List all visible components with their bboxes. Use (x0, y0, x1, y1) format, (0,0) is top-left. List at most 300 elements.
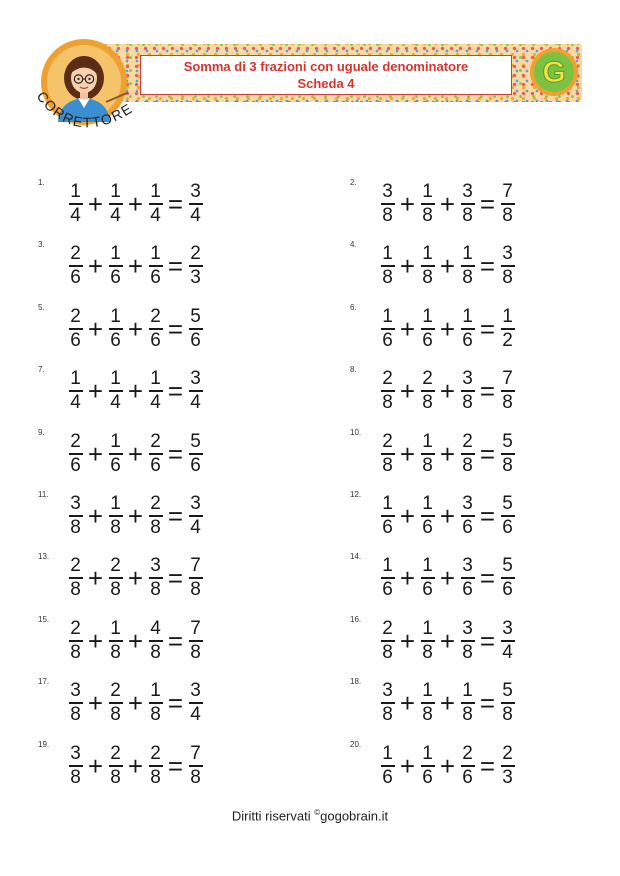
numerator: 3 (462, 181, 473, 202)
addend-fraction (378, 307, 397, 351)
denominator: 8 (422, 205, 433, 226)
numerator: 1 (422, 742, 433, 764)
addend-fraction (106, 494, 125, 538)
fraction-expression (378, 617, 517, 665)
numerator: 2 (462, 742, 473, 764)
addend-fraction (418, 244, 437, 288)
numerator: 3 (70, 493, 81, 514)
denominator: 8 (462, 392, 473, 414)
addend-fraction (458, 432, 477, 476)
addend-fraction (378, 369, 397, 413)
numerator: 1 (382, 555, 393, 577)
denominator: 8 (382, 704, 393, 726)
plus-sign: + (127, 501, 144, 531)
exercise-number: 17. (38, 677, 50, 687)
addend-fraction (458, 556, 477, 600)
title-line-1: Somma di 3 frazioni con uguale denominatore (183, 59, 469, 74)
logo-letter: G (542, 56, 566, 89)
plus-sign: + (127, 376, 144, 407)
numerator: 5 (502, 430, 513, 452)
numerator: 2 (422, 368, 433, 390)
numerator: 2 (382, 617, 393, 639)
addend-fraction (106, 619, 125, 663)
addend-fraction (378, 244, 397, 288)
denominator: 6 (422, 766, 433, 788)
plus-sign: + (439, 438, 456, 469)
denominator: 4 (110, 205, 121, 226)
denominator: 8 (462, 267, 473, 289)
addend-fraction (66, 182, 85, 226)
addend-fraction (418, 744, 437, 788)
plus-sign: + (399, 750, 416, 781)
numerator: 1 (150, 368, 161, 390)
denominator: 8 (150, 641, 161, 663)
result-fraction (186, 182, 205, 226)
result-fraction (186, 494, 205, 538)
addend-fraction (146, 681, 165, 725)
denominator: 8 (462, 704, 473, 726)
denominator: 6 (110, 267, 121, 289)
addend-fraction (66, 494, 85, 538)
plus-sign: + (439, 313, 456, 344)
denominator: 8 (502, 454, 513, 476)
footer-copyright (0, 808, 620, 823)
plus-sign: + (439, 376, 456, 407)
numerator: 1 (422, 493, 433, 514)
denominator: 8 (110, 517, 121, 538)
denominator: 8 (422, 454, 433, 476)
fraction-expression (66, 492, 205, 540)
addend-fraction (418, 307, 437, 351)
addend-fraction (66, 556, 85, 600)
plus-sign: + (127, 438, 144, 469)
addend-fraction (146, 307, 165, 351)
fraction-expression (378, 492, 517, 540)
addend-fraction (146, 244, 165, 288)
denominator: 8 (382, 205, 393, 226)
denominator: 2 (502, 329, 513, 351)
plus-sign: + (399, 625, 416, 656)
denominator: 4 (190, 392, 201, 414)
fraction-expression (378, 242, 517, 290)
result-fraction (498, 744, 517, 788)
denominator: 8 (502, 205, 513, 226)
plus-sign: + (87, 625, 104, 656)
addend-fraction (458, 307, 477, 351)
result-fraction (498, 369, 517, 413)
exercise-number: 19. (38, 739, 50, 749)
fraction-expression (66, 617, 205, 665)
fraction-expression (378, 742, 517, 790)
worksheet-title (140, 55, 512, 95)
fraction-expression (66, 305, 205, 353)
addend-fraction (66, 619, 85, 663)
letter-g-logo-icon (529, 47, 579, 97)
denominator: 6 (422, 517, 433, 538)
exercise-number: 3. (38, 240, 45, 250)
denominator: 8 (70, 579, 81, 601)
denominator: 8 (110, 579, 121, 601)
addend-fraction (458, 244, 477, 288)
addend-fraction (458, 182, 477, 226)
numerator: 1 (422, 617, 433, 639)
plus-sign: + (439, 688, 456, 719)
denominator: 4 (70, 205, 81, 226)
numerator: 2 (150, 430, 161, 452)
addend-fraction (106, 681, 125, 725)
equals-sign: = (167, 189, 184, 219)
result-fraction (186, 619, 205, 663)
numerator: 1 (110, 181, 121, 202)
denominator: 4 (150, 205, 161, 226)
numerator: 1 (70, 181, 81, 202)
addend-fraction (378, 494, 397, 538)
denominator: 8 (382, 641, 393, 663)
fraction-expression (66, 367, 205, 415)
denominator: 6 (110, 329, 121, 351)
equals-sign: = (479, 376, 496, 407)
denominator: 6 (190, 454, 201, 476)
denominator: 6 (502, 517, 513, 538)
denominator: 8 (422, 267, 433, 289)
numerator: 3 (462, 493, 473, 514)
addend-fraction (418, 619, 437, 663)
denominator: 8 (502, 267, 513, 289)
exercise-number: 8. (350, 365, 357, 375)
addend-fraction (146, 369, 165, 413)
result-fraction (498, 307, 517, 351)
numerator: 2 (462, 430, 473, 452)
exercise-number: 15. (38, 614, 50, 624)
equals-sign: = (167, 251, 184, 282)
numerator: 2 (110, 555, 121, 577)
numerator: 2 (190, 243, 201, 265)
footer-text: Diritti riservati (231, 808, 315, 824)
numerator: 1 (110, 617, 121, 639)
equals-sign: = (167, 625, 184, 656)
addend-fraction (106, 307, 125, 351)
numerator: 3 (462, 555, 473, 577)
addend-fraction (66, 681, 85, 725)
denominator: 4 (70, 392, 81, 414)
exercise-number: 10. (350, 427, 362, 437)
denominator: 8 (110, 704, 121, 726)
footer-site: gogobrain.it (320, 808, 389, 824)
numerator: 3 (502, 617, 513, 639)
plus-sign: + (127, 189, 144, 219)
numerator: 1 (502, 305, 513, 327)
addend-fraction (106, 744, 125, 788)
denominator: 8 (190, 766, 201, 788)
addend-fraction (458, 744, 477, 788)
fraction-expression (66, 554, 205, 602)
addend-fraction (106, 182, 125, 226)
plus-sign: + (127, 251, 144, 282)
denominator: 8 (110, 641, 121, 663)
exercise-number: 4. (350, 240, 357, 250)
plus-sign: + (87, 750, 104, 781)
numerator: 1 (70, 368, 81, 390)
numerator: 2 (70, 305, 81, 327)
exercise-number: 16. (350, 614, 362, 624)
denominator: 6 (190, 329, 201, 351)
denominator: 8 (462, 641, 473, 663)
addend-fraction (458, 494, 477, 538)
result-fraction (498, 681, 517, 725)
svg-text:CORRETTORE (34, 88, 136, 130)
plus-sign: + (399, 438, 416, 469)
numerator: 7 (190, 742, 201, 764)
fraction-expression (66, 180, 205, 228)
numerator: 1 (422, 430, 433, 452)
numerator: 1 (150, 680, 161, 702)
equals-sign: = (167, 501, 184, 531)
equals-sign: = (479, 189, 496, 219)
denominator: 8 (150, 517, 161, 538)
numerator: 3 (462, 617, 473, 639)
numerator: 7 (190, 617, 201, 639)
denominator: 4 (190, 205, 201, 226)
equals-sign: = (479, 625, 496, 656)
result-fraction (498, 432, 517, 476)
numerator: 2 (502, 742, 513, 764)
equals-sign: = (167, 313, 184, 344)
plus-sign: + (399, 313, 416, 344)
equals-sign: = (479, 563, 496, 594)
fraction-expression (66, 430, 205, 478)
denominator: 6 (462, 766, 473, 788)
plus-sign: + (127, 625, 144, 656)
denominator: 8 (150, 704, 161, 726)
plus-sign: + (87, 376, 104, 407)
denominator: 4 (150, 392, 161, 414)
numerator: 7 (502, 181, 513, 202)
numerator: 3 (190, 493, 201, 514)
numerator: 2 (150, 742, 161, 764)
numerator: 1 (422, 181, 433, 202)
denominator: 6 (70, 329, 81, 351)
addend-fraction (418, 182, 437, 226)
result-fraction (498, 494, 517, 538)
result-fraction (498, 244, 517, 288)
exercise-number: 5. (38, 302, 45, 312)
denominator: 6 (382, 766, 393, 788)
exercise-number: 18. (350, 677, 362, 687)
result-fraction (498, 556, 517, 600)
numerator: 3 (382, 680, 393, 702)
plus-sign: + (399, 251, 416, 282)
equals-sign: = (167, 376, 184, 407)
result-fraction (186, 244, 205, 288)
numerator: 1 (110, 368, 121, 390)
numerator: 1 (422, 680, 433, 702)
denominator: 4 (190, 704, 201, 726)
plus-sign: + (399, 376, 416, 407)
denominator: 6 (462, 329, 473, 351)
fraction-expression (378, 367, 517, 415)
plus-sign: + (399, 189, 416, 219)
denominator: 8 (502, 704, 513, 726)
addend-fraction (378, 432, 397, 476)
numerator: 4 (150, 617, 161, 639)
numerator: 3 (502, 243, 513, 265)
addend-fraction (418, 556, 437, 600)
plus-sign: + (439, 501, 456, 531)
equals-sign: = (167, 750, 184, 781)
numerator: 1 (382, 243, 393, 265)
plus-sign: + (87, 438, 104, 469)
denominator: 6 (110, 454, 121, 476)
stamp-label: CORRETTORE (33, 88, 136, 131)
plus-sign: + (439, 189, 456, 219)
equals-sign: = (479, 750, 496, 781)
denominator: 8 (422, 392, 433, 414)
denominator: 6 (422, 329, 433, 351)
fraction-expression (378, 305, 517, 353)
equals-sign: = (479, 688, 496, 719)
addend-fraction (418, 369, 437, 413)
exercise-number: 7. (38, 365, 45, 375)
numerator: 1 (150, 181, 161, 202)
denominator: 8 (382, 392, 393, 414)
denominator: 6 (382, 517, 393, 538)
addend-fraction (146, 494, 165, 538)
numerator: 2 (382, 368, 393, 390)
denominator: 6 (150, 329, 161, 351)
exercise-number: 6. (350, 302, 357, 312)
result-fraction (186, 307, 205, 351)
addend-fraction (146, 182, 165, 226)
denominator: 6 (70, 267, 81, 289)
denominator: 6 (382, 579, 393, 601)
result-fraction (498, 619, 517, 663)
numerator: 3 (382, 181, 393, 202)
addend-fraction (146, 556, 165, 600)
denominator: 6 (462, 517, 473, 538)
exercise-number: 14. (350, 552, 362, 562)
denominator: 8 (462, 205, 473, 226)
numerator: 3 (70, 680, 81, 702)
addend-fraction (418, 432, 437, 476)
numerator: 1 (150, 243, 161, 265)
numerator: 5 (502, 493, 513, 514)
denominator: 6 (150, 267, 161, 289)
denominator: 8 (502, 392, 513, 414)
result-fraction (186, 681, 205, 725)
fraction-expression (66, 242, 205, 290)
numerator: 2 (110, 680, 121, 702)
numerator: 1 (110, 243, 121, 265)
addend-fraction (106, 432, 125, 476)
equals-sign: = (167, 688, 184, 719)
plus-sign: + (399, 563, 416, 594)
denominator: 8 (422, 641, 433, 663)
addend-fraction (66, 307, 85, 351)
title-line-2: Scheda 4 (297, 76, 355, 91)
plus-sign: + (87, 501, 104, 531)
addend-fraction (458, 619, 477, 663)
numerator: 5 (502, 680, 513, 702)
addend-fraction (146, 619, 165, 663)
numerator: 1 (382, 742, 393, 764)
numerator: 1 (110, 493, 121, 514)
denominator: 8 (150, 766, 161, 788)
equals-sign: = (479, 313, 496, 344)
plus-sign: + (439, 251, 456, 282)
denominator: 6 (422, 579, 433, 601)
equals-sign: = (167, 563, 184, 594)
numerator: 5 (190, 430, 201, 452)
plus-sign: + (87, 563, 104, 594)
result-fraction (186, 432, 205, 476)
denominator: 6 (382, 329, 393, 351)
correttore-stamp-icon (26, 60, 146, 144)
numerator: 3 (190, 680, 201, 702)
denominator: 6 (150, 454, 161, 476)
numerator: 1 (422, 305, 433, 327)
numerator: 2 (70, 430, 81, 452)
exercise-number: 2. (350, 178, 357, 187)
denominator: 8 (190, 579, 201, 601)
fraction-expression (378, 180, 517, 228)
denominator: 8 (150, 579, 161, 601)
addend-fraction (378, 744, 397, 788)
numerator: 1 (462, 680, 473, 702)
denominator: 8 (70, 704, 81, 726)
addend-fraction (66, 244, 85, 288)
fraction-expression (66, 679, 205, 727)
numerator: 7 (190, 555, 201, 577)
addend-fraction (106, 244, 125, 288)
denominator: 8 (70, 641, 81, 663)
result-fraction (186, 369, 205, 413)
plus-sign: + (87, 251, 104, 282)
addend-fraction (418, 681, 437, 725)
denominator: 6 (70, 454, 81, 476)
copyright-symbol: © (314, 808, 321, 817)
addend-fraction (106, 369, 125, 413)
equals-sign: = (479, 251, 496, 282)
addend-fraction (106, 556, 125, 600)
numerator: 1 (422, 243, 433, 265)
addend-fraction (378, 556, 397, 600)
result-fraction (498, 182, 517, 226)
numerator: 2 (382, 430, 393, 452)
result-fraction (186, 556, 205, 600)
numerator: 2 (70, 617, 81, 639)
addend-fraction (378, 182, 397, 226)
exercise-number: 20. (350, 739, 362, 749)
denominator: 3 (190, 267, 201, 289)
numerator: 2 (150, 493, 161, 514)
denominator: 3 (502, 766, 513, 788)
numerator: 3 (190, 181, 201, 202)
denominator: 8 (70, 766, 81, 788)
numerator: 7 (502, 368, 513, 390)
numerator: 5 (502, 555, 513, 577)
denominator: 6 (462, 579, 473, 601)
numerator: 2 (70, 243, 81, 265)
addend-fraction (66, 432, 85, 476)
denominator: 8 (190, 641, 201, 663)
denominator: 8 (382, 267, 393, 289)
exercise-number: 12. (350, 490, 362, 499)
numerator: 2 (110, 742, 121, 764)
plus-sign: + (127, 688, 144, 719)
result-fraction (186, 744, 205, 788)
plus-sign: + (127, 563, 144, 594)
numerator: 2 (70, 555, 81, 577)
